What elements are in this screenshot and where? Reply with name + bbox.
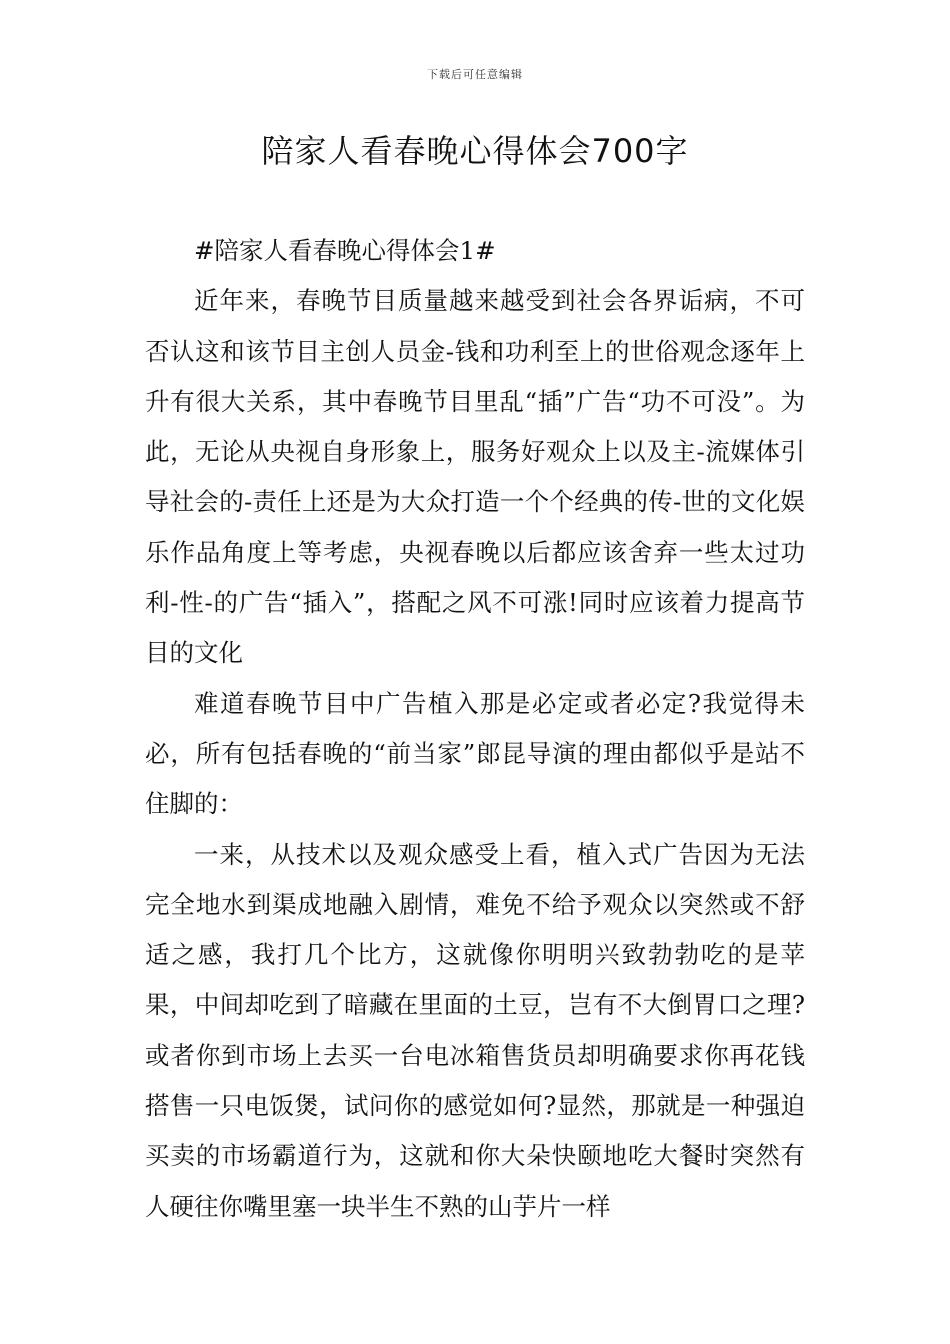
section-heading: #陪家人看春晚心得体会1# [194,236,496,265]
header-note: 下载后可任意编辑 [427,68,523,81]
paragraph: 一来，从技术以及观众感受上看，植入式广告因为无法完全地水到渠成地融入剧情，难免不给予观众以突然或不舒适之感，我打几个比方，这就像你明明兴致勃勃吃的是苹果，中间却吃到了暗藏在里面的土豆，岂有不大倒胃口之理?或者你到市场上去买一台电冰箱售货员却明确要求你再花钱搭售一只电饭煲，试问你的感觉如何?显然，那就是一种强迫买卖的市场霸道行为，这就和你大朵快颐地吃大餐时突然有人硬往你嘴里塞一块半生不熟的山芋片一样 [145,839,805,1221]
document-title: 陪家人看春晚心得体会700字 [261,132,689,170]
paragraph: 近年来，春晚节目质量越来越受到社会各界诟病，不可否认这和该节目主创人员金-钱和功利至上的世俗观念逐年上升有很大关系，其中春晚节目里乱“插”广告“功不可没”。为此，无论从央视自身形象上，服务好观众上以及主-流媒体引导社会的-责任上还是为大众打造一个个经典的传-世的文化娱乐作品角度上等考虑，央视春晚以后都应该舍弃一些太过功利-性-的广告“插入”，搭配之风不可涨!同时应该着力提高节目的文化 [145,286,805,668]
document-body [145,226,805,1232]
paragraph: 难道春晚节目中广告植入那是必定或者必定?我觉得未必，所有包括春晚的“前当家”郎昆导演的理由都似乎是站不住脚的： [145,688,805,819]
